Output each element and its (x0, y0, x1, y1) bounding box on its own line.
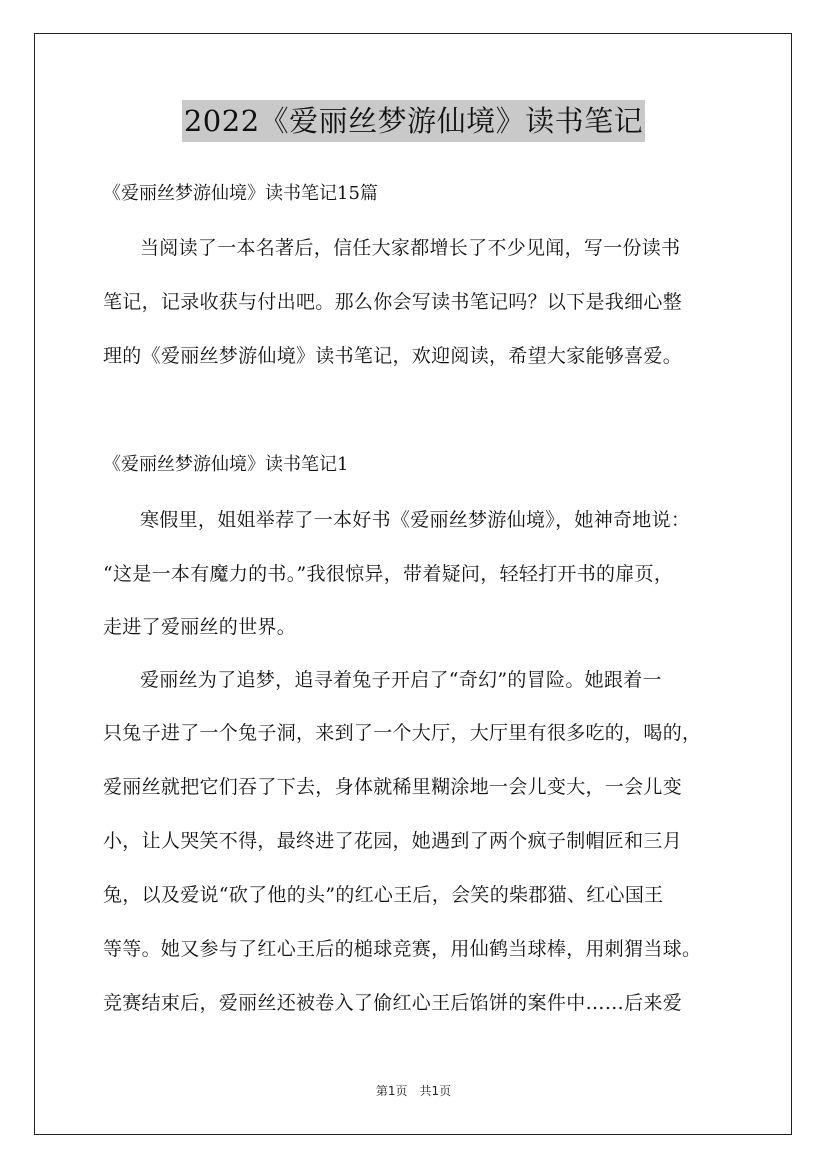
paragraph1-line-3: 走进了爱丽丝的世界。 (103, 616, 297, 638)
paragraph2-line-3: 爱丽丝就把它们吞了下去，身体就稀里糊涂地一会儿变大，一会儿变 (103, 776, 683, 798)
paragraph2-line-6: 等等。她又参与了红心王后的槌球竞赛，用仙鹤当球棒，用刺猬当球。 (103, 938, 702, 960)
intro-line-1: 当阅读了一本名著后，信任大家都增长了不少见闻，写一份读书 (140, 237, 681, 259)
paragraph2-line-1: 爱丽丝为了追梦，追寻着兔子开启了“奇幻”的冒险。她跟着一 (140, 669, 662, 691)
paragraph2-line-5: 兔，以及爱说“砍了他的头”的红心王后，会笑的柴郡猫、红心国王 (103, 884, 664, 906)
paragraph2-line-4: 小，让人哭笑不得，最终进了花园，她遇到了两个疯子制帽匠和三月 (103, 830, 683, 852)
section-heading: 《爱丽丝梦游仙境》读书笔记1 (103, 454, 349, 475)
paragraph1-line-1: 寒假里，姐姐举荐了一本好书《爱丽丝梦游仙境》，她神奇地说： (140, 509, 691, 531)
document-subtitle: 《爱丽丝梦游仙境》读书笔记15篇 (103, 183, 378, 204)
paragraph2-line-2: 只兔子进了一个兔子洞，来到了一个大厅，大厅里有很多吃的，喝的， (103, 722, 702, 744)
title-container (0, 100, 827, 142)
document-title: 2022《爱丽丝梦游仙境》读书笔记 (182, 100, 645, 142)
intro-line-2: 笔记，记录收获与付出吧。那么你会写读书笔记吗？以下是我细心整 (103, 291, 683, 313)
paragraph1-line-2: “这是一本有魔力的书。”我很惊异，带着疑问，轻轻打开书的扉页， (103, 563, 674, 585)
intro-line-3: 理的《爱丽丝梦游仙境》读书笔记，欢迎阅读，希望大家能够喜爱。 (103, 345, 683, 367)
paragraph2-line-7: 竞赛结束后，爱丽丝还被卷入了偷红心王后馅饼的案件中……后来爱 (103, 992, 683, 1014)
page-number-footer: 第1页 共1页 (375, 1084, 452, 1098)
